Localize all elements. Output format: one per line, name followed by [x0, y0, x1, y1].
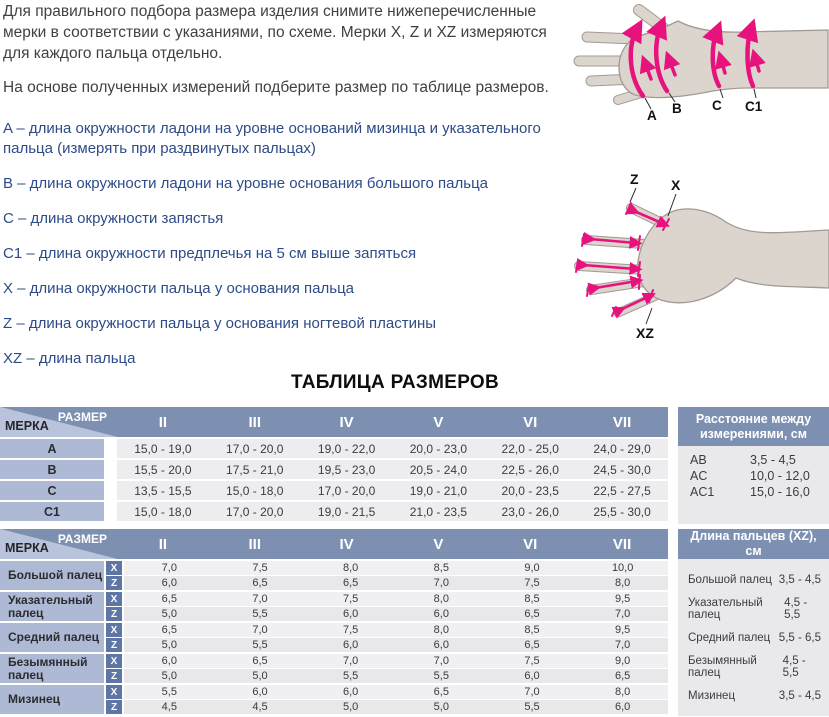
size-header: V: [433, 413, 444, 431]
cell: 17,0 - 20,0: [226, 441, 284, 456]
cell: 9,5: [615, 624, 631, 636]
z-tag: Z: [106, 700, 122, 714]
cell: 6,5: [615, 670, 631, 682]
size-header: II: [158, 535, 168, 553]
cell: 9,0: [615, 655, 631, 667]
cell: 6,0: [343, 686, 359, 698]
size-header: II: [158, 413, 168, 431]
item-value: 15,0 - 16,0: [750, 485, 810, 499]
x-tag: X: [106, 623, 122, 637]
cell: 19,0 - 21,5: [317, 504, 376, 519]
cell: 5,0: [252, 670, 268, 682]
cell: 22,5 - 26,0: [501, 462, 559, 477]
cell: 5,5: [524, 701, 540, 713]
cell: 6,0: [433, 639, 449, 651]
cell: 5,5: [343, 670, 359, 682]
item-label: Безымянный палец: [688, 655, 757, 679]
cell: 8,0: [615, 686, 631, 698]
cell: 20,0 - 23,5: [501, 483, 559, 498]
finger-label: Безымянный палец: [0, 654, 104, 683]
row-label: A: [0, 439, 104, 458]
cell: 5,0: [343, 701, 359, 713]
z-tag: Z: [106, 576, 122, 590]
cell: 17,0 - 20,0: [317, 483, 376, 498]
finger-group-middle: [0, 623, 668, 652]
label-z: Z: [630, 171, 639, 187]
label-xz: XZ: [636, 325, 654, 341]
measurement-item-a: A – длина окружности ладони на уровне оснований мизинца и указательного пальца (измерять при раздвинутых пальцах): [3, 120, 541, 157]
cell: 7,5: [524, 577, 540, 589]
size-header: V: [433, 535, 444, 553]
cell: 24,5 - 30,0: [593, 462, 651, 477]
cell: 7,0: [524, 686, 540, 698]
cell: 15,5 - 20,0: [134, 462, 192, 477]
cell: 7,0: [252, 593, 268, 605]
size-table-fingers: [0, 529, 668, 714]
cell: 4,5: [161, 701, 177, 713]
measurement-item-c: C – длина окружности запястья: [3, 210, 224, 227]
item-value: 4,5 - 5,5: [784, 597, 808, 621]
cell: 6,0: [161, 577, 177, 589]
list-item: [688, 574, 821, 586]
cell: 7,0: [615, 639, 631, 651]
cell: 20,5 - 24,0: [409, 462, 468, 477]
cell: 5,5: [433, 670, 449, 682]
x-tag: X: [106, 592, 122, 606]
table-row: [0, 502, 668, 521]
item-value: 3,5 - 4,5: [778, 574, 821, 586]
cell: 6,0: [252, 686, 268, 698]
size-header: IV: [339, 413, 354, 431]
item-label: Указательный палец: [688, 597, 763, 621]
cell: 7,5: [343, 593, 359, 605]
cell: 8,5: [524, 593, 540, 605]
cell: 6,5: [161, 624, 177, 636]
cell: 6,5: [524, 608, 540, 620]
list-item: [690, 468, 819, 484]
finger-label: Указательный палец: [0, 592, 104, 621]
finger-group-ring: [0, 654, 668, 683]
cell: 5,0: [433, 701, 449, 713]
cell: 19,0 - 21,0: [409, 483, 468, 498]
box1-title: Расстояние между измерениями, см: [678, 407, 829, 446]
item-label: Большой палец: [688, 574, 772, 586]
cell: 5,5: [252, 608, 268, 620]
item-label: Мизинец: [688, 690, 736, 702]
cell: 5,0: [161, 639, 177, 651]
intro-paragraph-2: На основе полученных измерений подберите размер по таблице размеров.: [3, 79, 549, 96]
list-item: [688, 632, 821, 644]
table-row: [0, 460, 668, 479]
row-label: B: [0, 460, 104, 479]
item-value: 5,5 - 6,5: [778, 632, 821, 644]
cell: 15,0 - 19,0: [134, 441, 192, 456]
item-value: 3,5 - 4,5: [750, 453, 796, 467]
cell: 6,5: [524, 639, 540, 651]
measurement-item-xz: XZ – длина пальца: [3, 350, 136, 367]
corner-size-label: РАЗМЕР: [57, 532, 107, 546]
cell: 24,0 - 29,0: [593, 441, 651, 456]
cell: 17,0 - 20,0: [226, 504, 284, 519]
cell: 7,0: [615, 608, 631, 620]
label-a: A: [647, 108, 657, 123]
item-label: AB: [690, 453, 707, 467]
cell: 8,0: [433, 593, 449, 605]
hand-silhouette: [579, 208, 829, 313]
size-header: VII: [612, 413, 632, 431]
cell: 6,0: [615, 701, 631, 713]
cell: 9,0: [524, 562, 540, 574]
hand-silhouette: [579, 10, 828, 100]
label-c: C: [712, 98, 722, 113]
cell: 6,5: [433, 686, 449, 698]
x-tag: X: [106, 561, 122, 575]
row-label: C: [0, 481, 104, 500]
cell: 21,0 - 23,5: [409, 504, 468, 519]
cell: 6,0: [524, 670, 540, 682]
cell: 10,0: [611, 562, 634, 574]
size-header: VI: [523, 413, 538, 431]
item-label: Средний палец: [688, 632, 771, 644]
finger-group-index: [0, 592, 668, 621]
cell: 6,0: [433, 608, 449, 620]
cell: 23,0 - 26,0: [501, 504, 559, 519]
cell: 7,0: [161, 562, 177, 574]
list-item: [688, 690, 821, 702]
list-item: [690, 484, 819, 500]
size-header: III: [248, 535, 261, 553]
cell: 20,0 - 23,0: [409, 441, 468, 456]
cell: 6,5: [252, 577, 268, 589]
cell: 15,0 - 18,0: [226, 483, 284, 498]
finger-group-pinky: [0, 685, 668, 714]
cell: 19,0 - 22,0: [317, 441, 376, 456]
cell: 7,5: [252, 562, 268, 574]
cell: 8,5: [433, 562, 449, 574]
item-label: AC1: [690, 485, 715, 499]
finger-label: Мизинец: [0, 685, 104, 714]
cell: 22,5 - 27,5: [593, 483, 651, 498]
x-tag: X: [106, 654, 122, 668]
cell: 6,0: [161, 655, 177, 667]
cell: 7,5: [343, 624, 359, 636]
table1-header-row: [0, 407, 668, 437]
cell: 7,0: [433, 577, 449, 589]
cell: 8,0: [615, 577, 631, 589]
table2-header-row: [0, 529, 668, 559]
cell: 17,5 - 21,0: [226, 462, 284, 477]
size-header: IV: [339, 535, 354, 553]
box2-title: Длина пальцев (XZ), см: [678, 529, 829, 559]
cell: 5,5: [252, 639, 268, 651]
cell: 5,0: [161, 608, 177, 620]
measurement-item-x: X – длина окружности пальца у основания пальца: [3, 280, 355, 297]
cell: 5,5: [161, 686, 177, 698]
cell: 13,5 - 15,5: [134, 483, 192, 498]
finger-measurement-diagram: [556, 166, 829, 348]
finger-group-thumb: [0, 561, 668, 590]
intro-paragraph-1: Для правильного подбора размера изделия снимите нижеперечисленные мерки в соответствии с указаниями, по схеме. Мерки X, Z и XZ измеряются для каждого пальца отдельно.: [3, 3, 547, 62]
finger-length-box: [678, 529, 829, 716]
cell: 15,0 - 18,0: [134, 504, 192, 519]
distance-between-measurements-box: [678, 407, 829, 524]
table1-corner-cell: [0, 407, 117, 437]
cell: 4,5: [252, 701, 268, 713]
z-tag: Z: [106, 638, 122, 652]
cell: 25,5 - 30,0: [593, 504, 651, 519]
cell: 7,0: [252, 624, 268, 636]
item-value: 10,0 - 12,0: [750, 469, 810, 483]
corner-merka-label: МЕРКА: [5, 541, 49, 555]
finger-label: Средний палец: [0, 623, 104, 652]
cell: 8,0: [433, 624, 449, 636]
size-table-title: ТАБЛИЦА РАЗМЕРОВ: [290, 372, 500, 393]
measurement-item-z: Z – длина окружности пальца у основания ногтевой пластины: [3, 315, 437, 332]
corner-size-label: РАЗМЕР: [57, 410, 107, 424]
size-header: VI: [523, 535, 538, 553]
label-x: X: [671, 177, 681, 193]
measurement-definitions-list: [3, 119, 563, 384]
measurement-item-c1: C1 – длина окружности предплечья на 5 см выше запяться: [3, 245, 417, 262]
size-header: III: [248, 413, 261, 431]
item-label: AC: [690, 469, 708, 483]
cell: 7,5: [524, 655, 540, 667]
cell: 8,5: [524, 624, 540, 636]
cell: 6,5: [161, 593, 177, 605]
cell: 7,0: [343, 655, 359, 667]
corner-merka-label: МЕРКА: [5, 419, 49, 433]
label-c1: C1: [745, 99, 763, 114]
cell: 22,0 - 25,0: [501, 441, 559, 456]
size-table-circumferences: [0, 407, 668, 521]
cell: 5,0: [161, 670, 177, 682]
cell: 6,0: [343, 639, 359, 651]
x-tag: X: [106, 685, 122, 699]
list-item: [690, 452, 819, 468]
label-b: B: [672, 101, 682, 116]
diagram1-labels: [647, 98, 763, 123]
list-item: [688, 655, 821, 679]
z-tag: Z: [106, 669, 122, 683]
cell: 19,5 - 23,0: [317, 462, 376, 477]
item-value: 3,5 - 4,5: [778, 690, 821, 702]
cell: 9,5: [615, 593, 631, 605]
table-row: [0, 481, 668, 500]
finger-label: Большой палец: [0, 561, 104, 590]
hand-circumference-diagram: [563, 1, 829, 127]
z-tag: Z: [106, 607, 122, 621]
table-row: [0, 439, 668, 458]
cell: 8,0: [343, 562, 359, 574]
item-value: 4,5 - 5,5: [782, 655, 806, 679]
cell: 7,0: [433, 655, 449, 667]
row-label: C1: [0, 502, 104, 521]
cell: 6,5: [343, 577, 359, 589]
measurement-item-b: B – длина окружности ладони на уровне основания большого пальца: [3, 175, 489, 192]
cell: 6,0: [343, 608, 359, 620]
size-header: VII: [612, 535, 632, 553]
cell: 6,5: [252, 655, 268, 667]
list-item: [688, 597, 821, 621]
table2-corner-cell: [0, 529, 117, 559]
